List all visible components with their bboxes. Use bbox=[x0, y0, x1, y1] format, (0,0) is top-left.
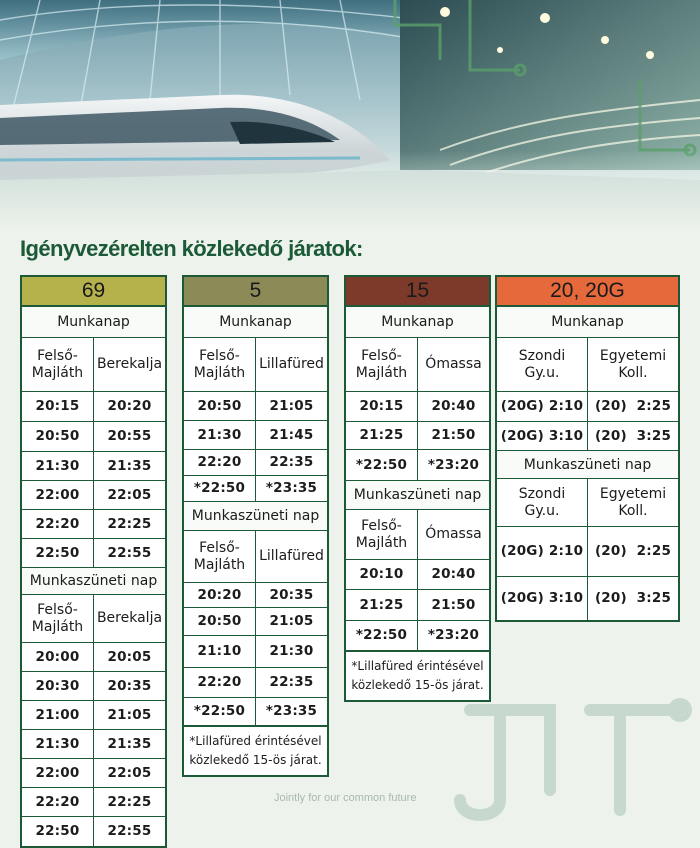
departure-time: 21:30 bbox=[197, 426, 242, 443]
column-header-row bbox=[22, 338, 165, 392]
arrival-time: 21:05 bbox=[255, 608, 327, 635]
arrival-time: 20:05 bbox=[93, 643, 165, 671]
column-header-row bbox=[184, 338, 327, 392]
departure-time: 22:50 bbox=[35, 544, 80, 561]
route-table-20-20g bbox=[495, 275, 680, 622]
departure-time: 21:00 bbox=[35, 706, 80, 723]
arrival-time: 22:55 bbox=[93, 817, 165, 846]
column-header-row bbox=[497, 479, 678, 527]
arrival-time: 22:55 bbox=[93, 539, 165, 567]
column-header-from: Felső- Majláth bbox=[193, 539, 246, 573]
departure-time: 21:30 bbox=[35, 457, 80, 474]
table-row bbox=[22, 759, 165, 788]
departure-time: 22:20 bbox=[35, 793, 80, 810]
arrival-time: 22:35 bbox=[255, 668, 327, 697]
arrival-time: 21:50 bbox=[417, 590, 489, 620]
departure-time: 20:00 bbox=[35, 648, 80, 665]
arrival-time: 20:20 bbox=[93, 392, 165, 421]
route-number-header: 69 bbox=[22, 277, 165, 307]
route-number-header: 15 bbox=[346, 277, 489, 307]
table-row bbox=[497, 392, 678, 422]
arrival-time: (20) 2:25 bbox=[587, 392, 678, 421]
arrival-time: 21:45 bbox=[255, 421, 327, 449]
table-row bbox=[184, 668, 327, 698]
departure-time: *22:50 bbox=[355, 456, 408, 473]
arrival-time: 20:35 bbox=[255, 583, 327, 607]
departure-time: 21:10 bbox=[197, 643, 242, 659]
arrival-time: 21:35 bbox=[93, 452, 165, 480]
table-row bbox=[22, 422, 165, 452]
departure-time: 20:30 bbox=[35, 677, 80, 694]
arrival-time: 21:05 bbox=[255, 392, 327, 420]
route-table-69 bbox=[20, 275, 167, 848]
departure-time: 20:10 bbox=[359, 566, 404, 582]
section-label-workday: Munkanap bbox=[22, 307, 165, 338]
circuit-decoration-icon bbox=[440, 690, 700, 826]
column-header-row bbox=[497, 338, 678, 392]
column-header-to: Berekalja bbox=[93, 338, 165, 391]
table-row bbox=[184, 636, 327, 668]
table-row bbox=[22, 452, 165, 481]
table-row bbox=[184, 421, 327, 450]
section-label-holiday: Munkaszüneti nap bbox=[22, 568, 165, 595]
table-row bbox=[22, 701, 165, 730]
section-label-workday: Munkanap bbox=[497, 307, 678, 338]
column-header-to: Lillafüred bbox=[255, 531, 327, 582]
column-header-from: Felső- Majláth bbox=[355, 347, 408, 381]
arrival-time: 21:50 bbox=[417, 422, 489, 449]
departure-time: 21:25 bbox=[359, 596, 404, 613]
table-row bbox=[184, 608, 327, 636]
departure-time: (20G) 2:10 bbox=[500, 543, 584, 559]
departure-time: 22:20 bbox=[197, 674, 242, 690]
arrival-time: (20) 3:25 bbox=[587, 577, 678, 620]
table-row bbox=[22, 817, 165, 846]
arrival-time: 20:40 bbox=[417, 560, 489, 589]
table-row bbox=[184, 583, 327, 608]
route-table-5 bbox=[182, 275, 329, 777]
column-header-to: Ómassa bbox=[417, 338, 489, 391]
table-row bbox=[22, 392, 165, 422]
column-header-to: Egyetemi Koll. bbox=[587, 338, 678, 391]
column-header-from: Szondi Gy.u. bbox=[518, 485, 566, 519]
train-station-illustration bbox=[0, 0, 700, 232]
arrival-time: 22:25 bbox=[93, 510, 165, 538]
arrival-time: 20:55 bbox=[93, 422, 165, 451]
departure-time: 20:15 bbox=[35, 398, 80, 414]
departure-time: 21:30 bbox=[35, 735, 80, 752]
departure-time: 20:20 bbox=[197, 586, 242, 603]
section-label-holiday: Munkaszüneti nap bbox=[346, 481, 489, 510]
column-header-row bbox=[346, 338, 489, 392]
table-row bbox=[22, 481, 165, 510]
table-row bbox=[22, 672, 165, 701]
section-label-workday: Munkanap bbox=[184, 307, 327, 338]
footnote: *Lillafüred érintésével közlekedő 15-ös járat. bbox=[184, 726, 327, 775]
column-header-row bbox=[184, 531, 327, 583]
arrival-time: *23:20 bbox=[417, 621, 489, 650]
column-header-to: Berekalja bbox=[93, 595, 165, 642]
arrival-time: 22:25 bbox=[93, 788, 165, 816]
table-row bbox=[184, 698, 327, 726]
departure-time: 22:00 bbox=[35, 764, 80, 781]
column-header-from: Felső- Majláth bbox=[31, 601, 84, 635]
departure-time: 20:50 bbox=[35, 428, 80, 444]
table-row bbox=[184, 392, 327, 421]
arrival-time: 21:35 bbox=[93, 730, 165, 758]
table-row bbox=[184, 476, 327, 502]
table-row bbox=[22, 788, 165, 817]
arrival-time: (20) 3:25 bbox=[587, 422, 678, 450]
table-row bbox=[184, 450, 327, 476]
arrival-time: *23:35 bbox=[255, 698, 327, 725]
route-table-15 bbox=[344, 275, 491, 702]
column-header-from: Szondi Gy.u. bbox=[518, 347, 566, 381]
departure-time: 22:50 bbox=[35, 823, 80, 839]
arrival-time: 20:40 bbox=[417, 392, 489, 421]
column-header-from: Felső- Majláth bbox=[193, 347, 246, 381]
departure-time: 22:20 bbox=[35, 515, 80, 532]
arrival-time: 22:35 bbox=[255, 450, 327, 475]
footer-motto: Jointly for our common future bbox=[274, 792, 417, 804]
departure-time: *22:50 bbox=[355, 627, 408, 643]
section-label-holiday: Munkaszüneti nap bbox=[497, 451, 678, 479]
header-banner-image bbox=[0, 0, 700, 232]
arrival-time: *23:20 bbox=[417, 450, 489, 480]
section-label-holiday: Munkaszüneti nap bbox=[184, 502, 327, 531]
arrival-time: (20) 2:25 bbox=[587, 527, 678, 576]
arrival-time: *23:35 bbox=[255, 476, 327, 501]
arrival-time: 22:05 bbox=[93, 759, 165, 787]
column-header-to: Egyetemi Koll. bbox=[587, 479, 678, 526]
table-row bbox=[346, 621, 489, 651]
table-row bbox=[22, 539, 165, 568]
departure-time: 21:25 bbox=[359, 427, 404, 443]
departure-time: *22:50 bbox=[193, 480, 246, 496]
column-header-to: Ómassa bbox=[417, 510, 489, 559]
departure-time: 22:00 bbox=[35, 486, 80, 503]
departure-time: 20:50 bbox=[197, 613, 242, 629]
departure-time: 20:15 bbox=[359, 398, 404, 414]
departure-time: *22:50 bbox=[193, 703, 246, 719]
footnote: *Lillafüred érintésével közlekedő 15-ös járat. bbox=[346, 651, 489, 700]
table-row bbox=[497, 422, 678, 451]
column-header-to: Lillafüred bbox=[255, 338, 327, 391]
table-row bbox=[346, 392, 489, 422]
column-header-from: Felső- Majláth bbox=[31, 347, 84, 381]
arrival-time: 21:30 bbox=[255, 636, 327, 667]
departure-time: 22:20 bbox=[197, 454, 242, 470]
route-number-header: 20, 20G bbox=[497, 277, 678, 307]
table-row bbox=[497, 527, 678, 577]
departure-time: (20G) 3:10 bbox=[500, 590, 584, 606]
table-row bbox=[346, 560, 489, 590]
departure-time: 20:50 bbox=[197, 397, 242, 414]
table-row bbox=[346, 590, 489, 621]
column-header-row bbox=[346, 510, 489, 560]
departure-time: (20G) 2:10 bbox=[500, 398, 584, 414]
table-row bbox=[497, 577, 678, 620]
page-title: Igényvezérelten közlekedő járatok: bbox=[20, 236, 363, 261]
table-row bbox=[22, 730, 165, 759]
table-row bbox=[346, 450, 489, 481]
departure-time: (20G) 3:10 bbox=[500, 427, 584, 444]
column-header-row bbox=[22, 595, 165, 643]
table-row bbox=[22, 510, 165, 539]
arrival-time: 21:05 bbox=[93, 701, 165, 729]
section-label-workday: Munkanap bbox=[346, 307, 489, 338]
arrival-time: 22:05 bbox=[93, 481, 165, 509]
table-row bbox=[22, 643, 165, 672]
arrival-time: 20:35 bbox=[93, 672, 165, 700]
table-row bbox=[346, 422, 489, 450]
column-header-from: Felső- Majláth bbox=[355, 517, 408, 551]
route-number-header: 5 bbox=[184, 277, 327, 307]
